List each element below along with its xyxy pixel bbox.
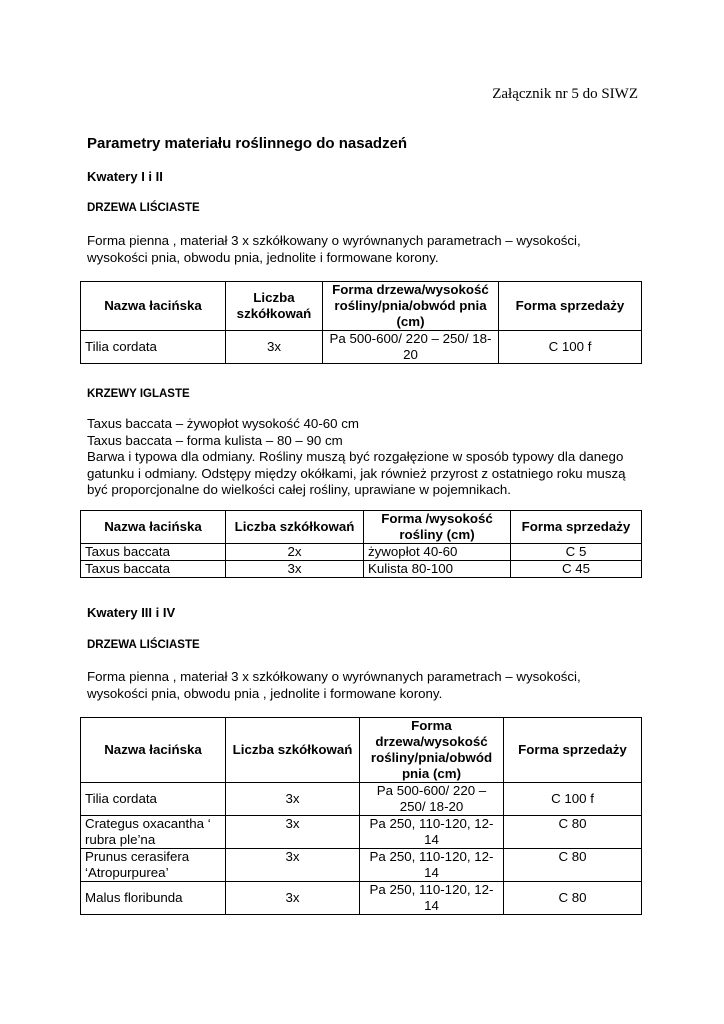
description-line: gatunku i odmiany. Odstępy między okółkami, jak również przyrost z ostatniego roku muszą (87, 465, 626, 481)
table-cell: 3x (226, 331, 323, 364)
table-row (81, 331, 642, 364)
description-line: wysokości pnia, obwodu pnia , jednolite i formowane korony. (87, 685, 443, 701)
header-cell: Liczba szkółkowań (226, 718, 360, 783)
header-cell: Nazwa łacińska (81, 511, 226, 544)
page-title: Parametry materiału roślinnego do nasadzeń (87, 135, 408, 152)
table-header-row (81, 718, 642, 783)
table-cell: 3x (226, 561, 364, 578)
table-cell: 3x (226, 849, 360, 882)
header-cell: Liczba szkółkowań (226, 511, 364, 544)
subheading-drzewa-lisciaste-2: DRZEWA LIŚCIASTE (87, 639, 200, 651)
table-cell: C 45 (511, 561, 642, 578)
description-line: Taxus baccata – żywopłot wysokość 40-60 cm (87, 416, 359, 431)
header-cell: Nazwa łacińska (81, 718, 226, 783)
table-cell: Tilia cordata (81, 331, 226, 364)
description-line: Barwa i typowa dla odmiany. Rośliny muszą być rozgałęzione w sposób typowy dla danego (87, 449, 624, 464)
description-paragraph-3 (87, 669, 647, 702)
table-cell: Tilia cordata (81, 783, 226, 816)
description-paragraph-2 (87, 416, 647, 499)
annex-label: Załącznik nr 5 do SIWZ (492, 86, 638, 102)
table-drzewa-1 (80, 281, 642, 364)
header-cell: Forma drzewa/wysokość rośliny/pnia/obwód pnia (cm) (360, 718, 504, 783)
table-header-row (81, 511, 642, 544)
table-header-row (81, 282, 642, 331)
description-paragraph-1 (87, 233, 647, 266)
table-cell: Pa 250, 110-120, 12-14 (360, 882, 504, 915)
table-cell: C 80 (504, 882, 642, 915)
section-heading-kwatery-3-4: Kwatery III i IV (87, 605, 176, 620)
table-cell: Pa 500-600/ 220 – 250/ 18-20 (323, 331, 499, 364)
table-cell: Malus floribunda (81, 882, 226, 915)
header-cell: Liczba szkółkowań (226, 282, 323, 331)
table-cell: 2x (226, 544, 364, 561)
table-cell: żywopłot 40-60 (364, 544, 511, 561)
description-line: Taxus baccata – forma kulista – 80 – 90 cm (87, 432, 343, 448)
table-cell: 3x (226, 816, 360, 849)
table-krzewy (80, 510, 642, 578)
header-cell: Forma sprzedaży (511, 511, 642, 544)
table-cell: C 5 (511, 544, 642, 561)
header-cell: Forma sprzedaży (504, 718, 642, 783)
description-line: Forma pienna , materiał 3 x szkółkowany o wyrównanych parametrach – wysokości, (87, 233, 581, 248)
table-cell: Kulista 80-100 (364, 561, 511, 578)
section-heading-kwatery-1-2: Kwatery I i II (87, 169, 163, 184)
description-line: Forma pienna , materiał 3 x szkółkowany o wyrównanych parametrach – wysokości, (87, 669, 581, 684)
description-line: być proporcjonalne do wielkości całej rośliny, uprawiane w pojemnikach. (87, 482, 511, 497)
table-cell: Crategus oxacantha ‘ rubra ple’na (81, 816, 226, 849)
table-row (81, 882, 642, 915)
table-row (81, 816, 642, 849)
table-cell: Taxus baccata (81, 561, 226, 578)
table-cell: Prunus cerasifera ‘Atropurpurea’ (81, 849, 226, 882)
table-row (81, 783, 642, 816)
header-cell: Nazwa łacińska (81, 282, 226, 331)
table-row (81, 544, 642, 561)
header-cell: Forma /wysokość rośliny (cm) (364, 511, 511, 544)
description-line: wysokości pnia, obwodu pnia, jednolite i formowane korony. (87, 249, 439, 265)
table-row (81, 561, 642, 578)
table-row (81, 849, 642, 882)
table-drzewa-2 (80, 717, 642, 915)
table-cell: Pa 250, 110-120, 12-14 (360, 816, 504, 849)
table-cell: C 100 f (504, 783, 642, 816)
table-cell: C 80 (504, 816, 642, 849)
subheading-krzewy-iglaste: KRZEWY IGLASTE (87, 388, 190, 400)
table-cell: Taxus baccata (81, 544, 226, 561)
subheading-drzewa-lisciaste-1: DRZEWA LIŚCIASTE (87, 202, 200, 214)
table-cell: 3x (226, 882, 360, 915)
table-cell: Pa 250, 110-120, 12-14 (360, 849, 504, 882)
header-cell: Forma sprzedaży (499, 282, 642, 331)
header-cell: Forma drzewa/wysokość rośliny/pnia/obwód pnia (cm) (323, 282, 499, 331)
table-cell: Pa 500-600/ 220 – 250/ 18-20 (360, 783, 504, 816)
table-cell: C 80 (504, 849, 642, 882)
table-cell: C 100 f (499, 331, 642, 364)
table-cell: 3x (226, 783, 360, 816)
